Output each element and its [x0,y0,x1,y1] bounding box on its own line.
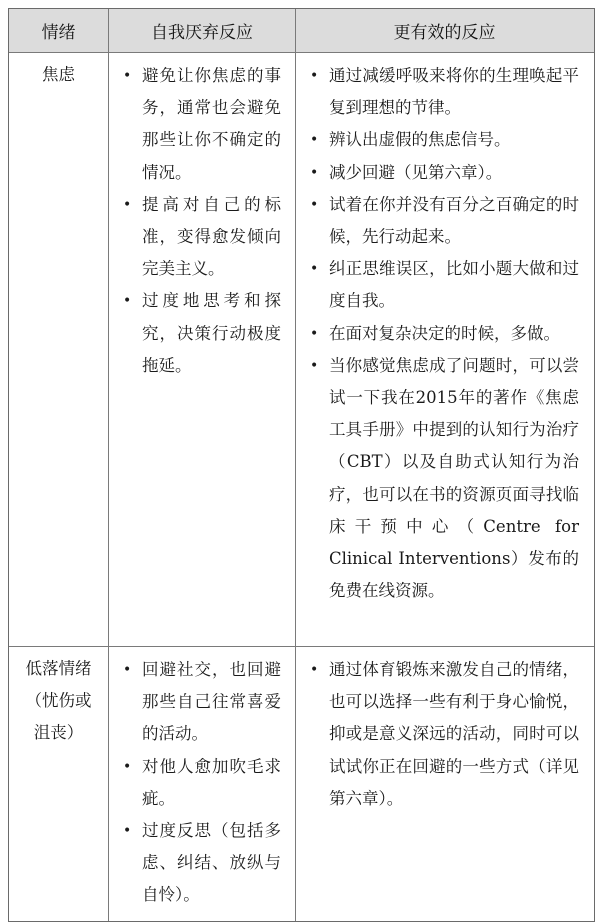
self-defeating-list [109,647,295,924]
list-item: • 过度反思（包括多虑、纠结、放纵与自怜）。 [109,815,281,912]
table-row-anxiety [9,53,594,647]
self-defeating-cell [109,53,296,646]
header-more-effective: 更有效的反应 [393,23,496,43]
table-row-low-mood [9,647,594,921]
list-item: • 回避社交，也回避那些自己往常喜爱的活动。 [109,654,281,751]
list-item: • 辨认出虚假的焦虑信号。 [296,124,579,156]
more-effective-list [296,647,593,827]
list-item: • 纠正思维误区，比如小题大做和过度自我。 [296,253,579,317]
emotion-response-table [8,8,595,922]
more-effective-cell [296,53,593,646]
list-item: • 当你感觉焦虑成了问题时，可以尝试一下我在2015年的著作《焦虑工具手册》中提到的认知行为治疗（CBT）以及自助式认知行为治疗，也可以在书的资源页面寻找临床干预中心（Centre for Clinical Interventions）发布的免费在线资源。 [296,350,579,608]
table-header-row [9,9,594,53]
self-defeating-list [109,53,295,394]
header-emotion: 情绪 [9,9,109,52]
list-item: • 在面对复杂决定的时候，多做。 [296,318,579,350]
more-effective-cell [296,647,593,921]
list-item: • 通过体育锻炼来激发自己的情绪，也可以选择一些有利于身心愉悦，抑或是意义深远的活动，同时可以试试你正在回避的一些方式（详见第六章）。 [296,654,579,815]
emotion-label: 低落情绪（忧伤或沮丧） [9,647,109,921]
list-item: • 试着在你并没有百分之百确定的时候，先行动起来。 [296,189,579,253]
header-self-defeating: 自我厌弃反应 [109,9,296,52]
more-effective-list [296,53,593,619]
list-item: • 避免让你焦虑的事务，通常也会避免那些让你不确定的情况。 [109,60,281,189]
list-item: • 提高对自己的标准，变得愈发倾向完美主义。 [109,189,281,286]
list-item: • 对他人愈加吹毛求疵。 [109,751,281,815]
emotion-label: 焦虑 [9,53,109,646]
list-item: • 减少回避（见第六章）。 [296,157,579,189]
self-defeating-cell [109,647,296,921]
list-item: • 通过减缓呼吸来将你的生理唤起平复到理想的节律。 [296,60,579,124]
list-item: • 过度地思考和探究，决策行动极度拖延。 [109,285,281,382]
